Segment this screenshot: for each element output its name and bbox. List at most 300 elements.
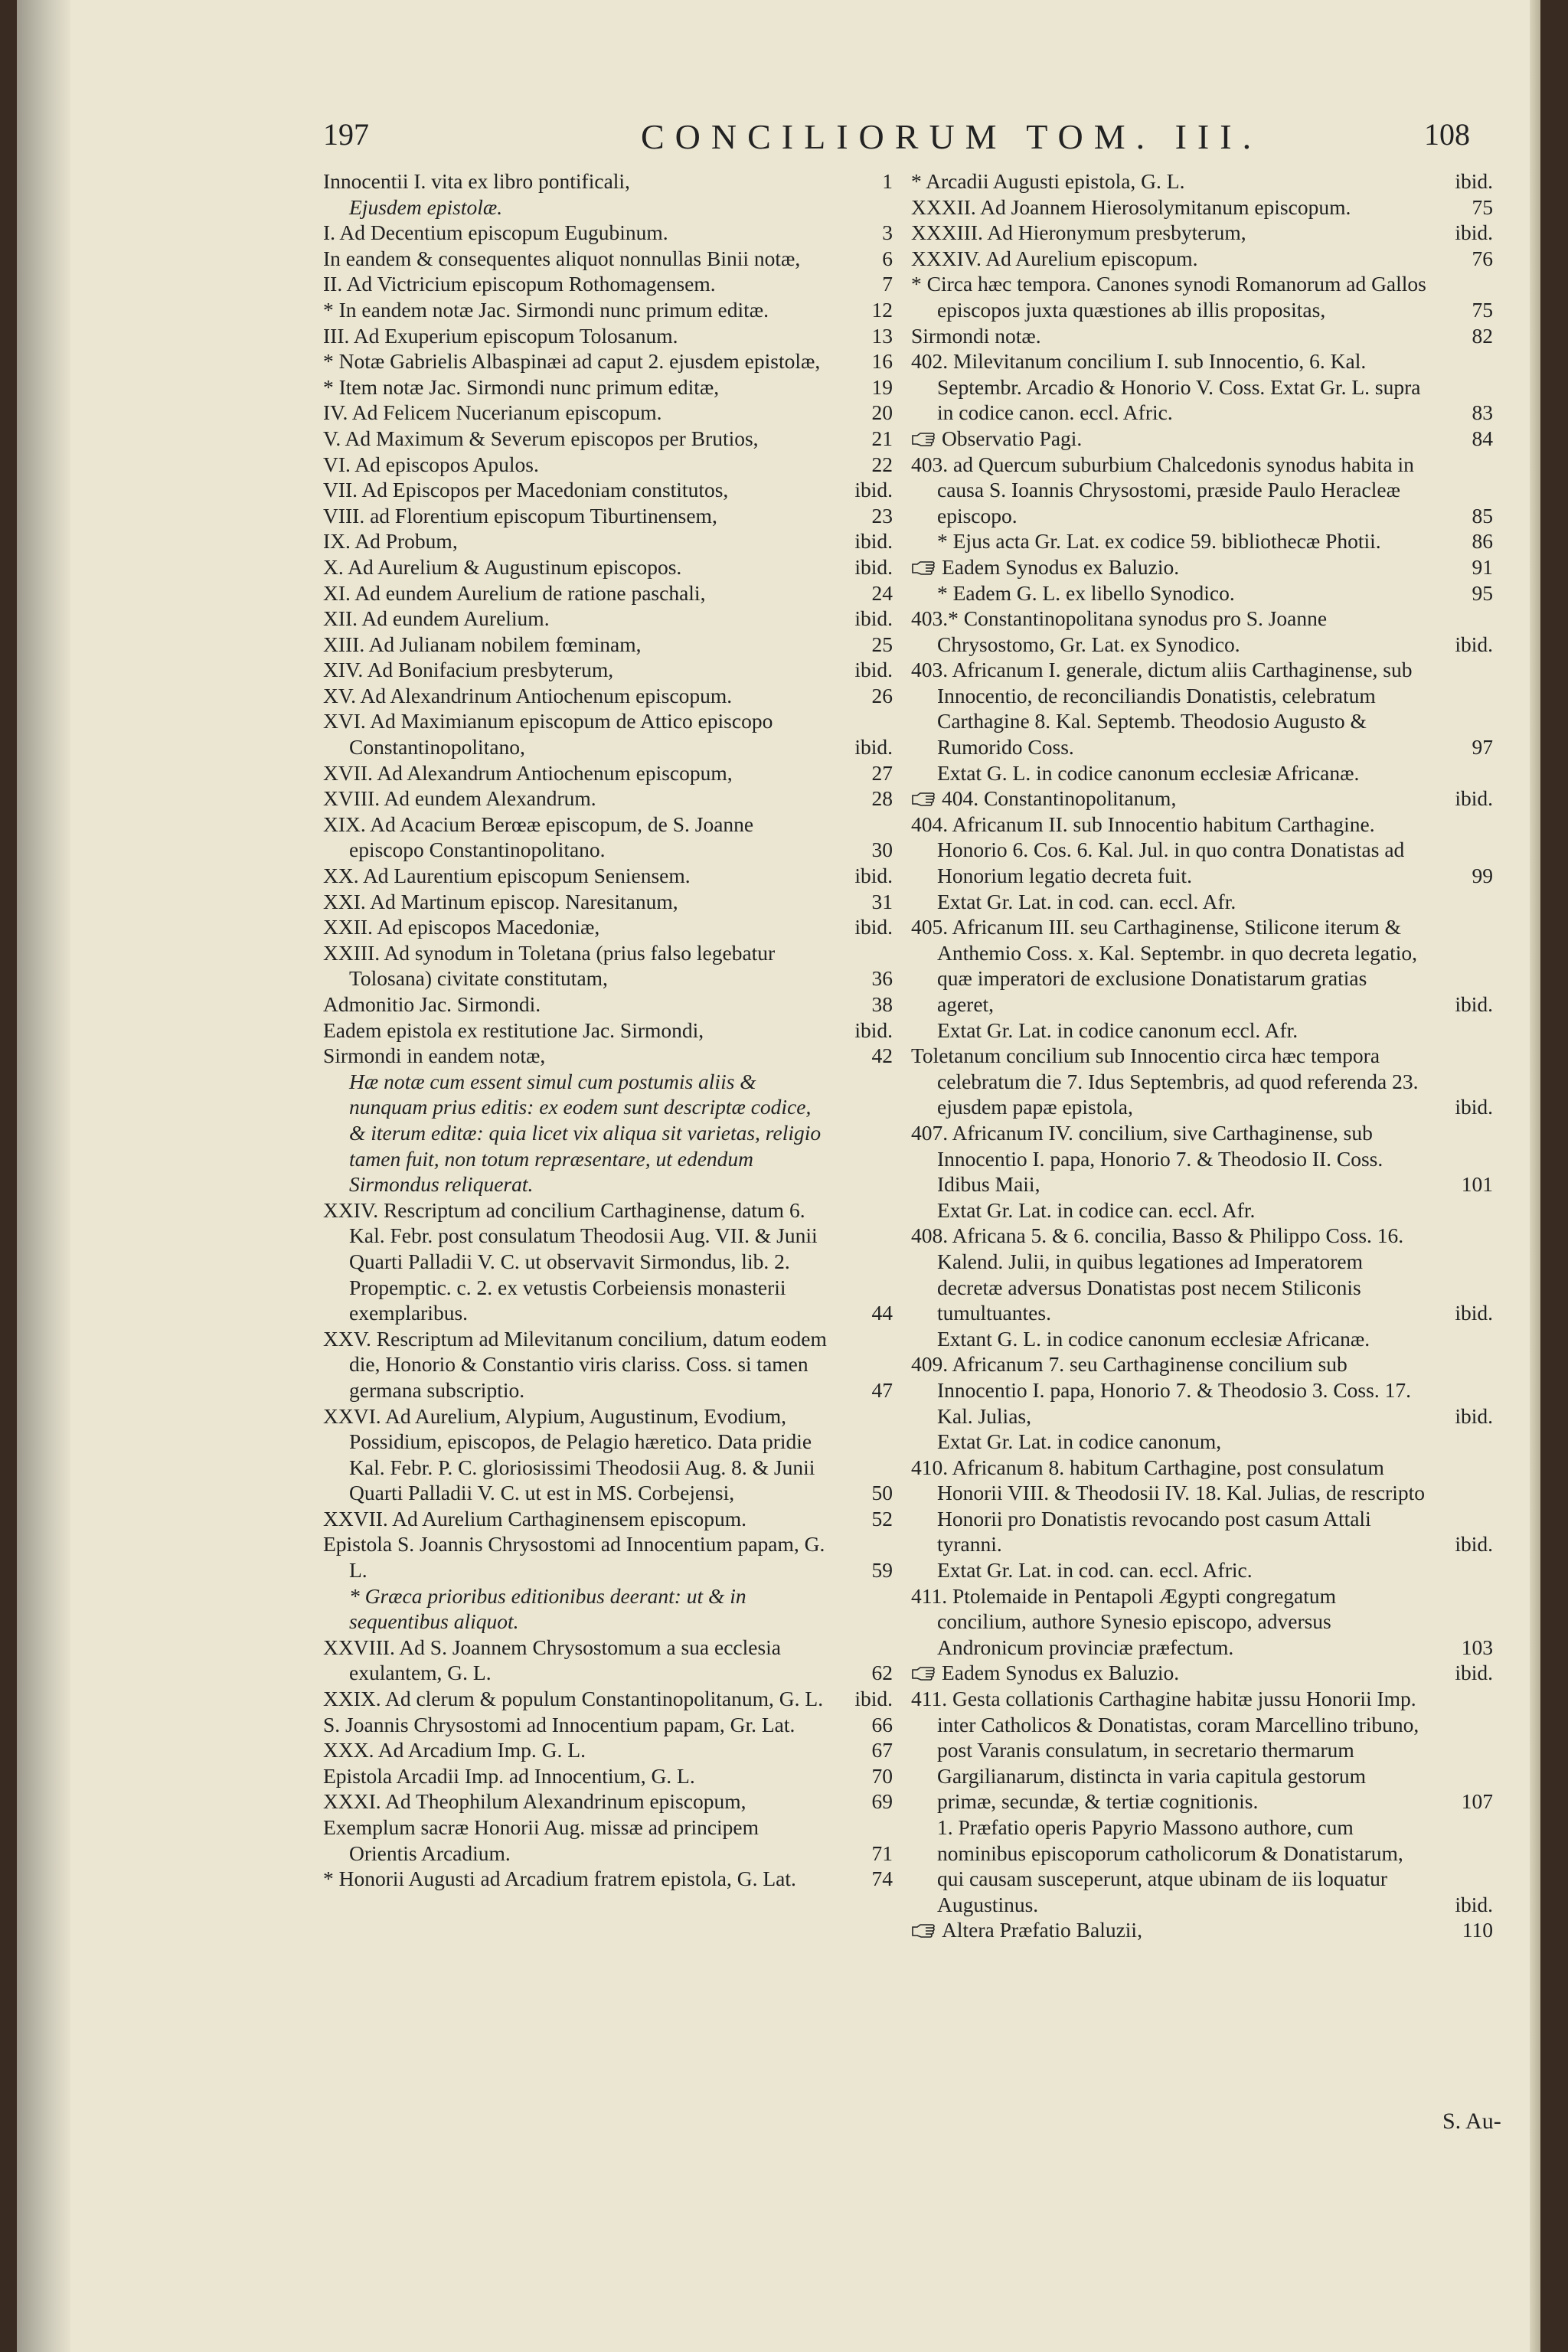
toc-entry-text: 403.* Constantinopolitana synodus pro S. Joanne Chrysostomo, Gr. Lat. ex Synodico. [911, 606, 1328, 656]
toc-entry-text: 409. Africanum 7. seu Carthaginense concilium sub Innocentio I. papa, Honorio 7. & Theodosio 3. Coss. 17. Kal. Julias, [911, 1352, 1411, 1428]
toc-entry-text: XXVII. Ad Aurelium Carthaginensem episcopum. [323, 1506, 746, 1530]
toc-entry [323, 1712, 893, 1738]
toc-entry [911, 1351, 1493, 1429]
toc-entry [911, 554, 1493, 580]
toc-entry-title [323, 374, 893, 400]
toc-entry-title [911, 348, 1493, 426]
toc-entry [323, 1069, 893, 1197]
right-column [911, 168, 1493, 1943]
toc-entry-text: XXXIII. Ad Hieronymum presbyterum, [911, 220, 1246, 245]
toc-entry [323, 374, 893, 400]
toc-entry [911, 1917, 1493, 1943]
toc-entry-page: ibid. [1455, 220, 1493, 245]
toc-entry-title [911, 1197, 1493, 1223]
toc-entry [911, 426, 1493, 452]
toc-entry-title [323, 477, 893, 503]
toc-entry-page: 101 [1461, 1172, 1493, 1197]
toc-entry-page: ibid. [1455, 1661, 1493, 1685]
toc-entry [323, 708, 893, 760]
toc-entry [323, 1763, 893, 1789]
toc-entry-text: XXIX. Ad clerum & populum Constantinopolitanum, G. L. [323, 1687, 824, 1711]
toc-entry-text: 1. Præfatio operis Papyrio Massono authore, cum nominibus episcoporum catholicorum & Donatistarum, qui causam susceperunt, atque ubinam de iis loquatur Augustinus. [937, 1815, 1403, 1916]
toc-entry-text: * In eandem notæ Jac. Sirmondi nunc primum editæ. [323, 297, 769, 322]
toc-entry-page: 38 [871, 992, 893, 1016]
toc-entry-page: 31 [871, 889, 893, 913]
toc-entry-page: 19 [871, 374, 893, 399]
toc-entry-title [323, 271, 893, 297]
toc-entry [323, 220, 893, 246]
toc-entry [323, 1018, 893, 1044]
toc-entry-page: ibid. [1455, 169, 1493, 193]
toc-entry [323, 1788, 893, 1815]
toc-entry [911, 914, 1493, 1017]
toc-entry [911, 889, 1493, 915]
toc-entry [323, 297, 893, 323]
toc-entry-title [323, 1763, 893, 1789]
toc-entry-text: * Arcadii Augusti epistola, G. L. [911, 169, 1185, 193]
toc-entry [323, 914, 893, 940]
toc-entry-title [323, 1069, 893, 1197]
running-title: CONCILIORUM TOM. III. [641, 117, 1263, 156]
toc-entry-page: 52 [871, 1506, 893, 1530]
toc-entry-page: 6 [882, 246, 893, 270]
toc-entry-page: 28 [871, 786, 893, 811]
toc-entry-text: Extat Gr. Lat. in cod. can. eccl. Afric. [937, 1558, 1253, 1583]
toc-entry-page: ibid. [1455, 1095, 1493, 1119]
toc-entry-page: 62 [871, 1661, 893, 1685]
toc-entry-text: Extat Gr. Lat. in codice canonum eccl. Afr. [937, 1018, 1298, 1042]
toc-entry-text: 408. Africana 5. & 6. concilia, Basso & Philippo Coss. 16. Kalend. Julii, in quibus legationes ad Imperatorem decretæ adversus Donatistas post necem Stiliconis tumultuantes. [911, 1223, 1404, 1325]
toc-entry-title [911, 1018, 1493, 1044]
toc-entry-text: 404. Constantinopolitanum, [942, 786, 1177, 811]
toc-entry-title [323, 348, 893, 374]
toc-entry-text: XVI. Ad Maximianum episcopum de Attico episcopo Constantinopolitano, [323, 709, 773, 760]
toc-entry [911, 760, 1493, 786]
toc-entry-page: ibid. [854, 606, 893, 631]
toc-entry-title [911, 914, 1493, 1017]
toc-entry-page: 107 [1461, 1789, 1493, 1814]
toc-entry-text: XXIV. Rescriptum ad concilium Carthaginense, datum 6. Kal. Febr. post consulatum Theodosii Aug. VII. & Junii Quarti Palladii V. C. ut observavit Sirmondus, lib. 2. Propemptic. c. 2. ex vetustis Corbeiensis monasterii exemplaribus. [323, 1197, 818, 1325]
toc-entry [323, 786, 893, 812]
toc-entry-page: 95 [1472, 580, 1493, 605]
toc-entry-title [911, 1120, 1493, 1197]
toc-entry-text: Eadem Synodus ex Baluzio. [942, 1661, 1180, 1685]
toc-entry-page: 20 [871, 400, 893, 425]
toc-entry-title [911, 1660, 1493, 1686]
toc-entry-page: 22 [871, 452, 893, 476]
toc-entry-title [911, 1686, 1493, 1815]
toc-entry [323, 1506, 893, 1532]
toc-entry-page: 3 [882, 220, 893, 245]
toc-entry [911, 220, 1493, 246]
toc-entry-title [911, 1557, 1493, 1583]
toc-entry-text: Extant G. L. in codice canonum ecclesiæ Africanæ. [937, 1326, 1370, 1351]
toc-entry-page: ibid. [854, 735, 893, 760]
toc-entry-text: Eadem epistola ex restitutione Jac. Sirmondi, [323, 1018, 704, 1042]
pointing-hand-icon [911, 431, 937, 448]
toc-entry-title [911, 323, 1493, 349]
binding-gutter [17, 0, 70, 2352]
toc-entry [911, 812, 1493, 889]
right-page-number: 108 [1424, 117, 1470, 152]
toc-entry-title [323, 1815, 893, 1866]
toc-entry-title [323, 400, 893, 426]
toc-entry-page: ibid. [854, 1018, 893, 1042]
toc-entry-text: 407. Africanum IV. concilium, sive Carthaginense, sub Innocentio I. papa, Honorio 7. & Theodosio II. Coss. Idibus Maii, [911, 1120, 1383, 1197]
toc-entry-title [323, 632, 893, 658]
toc-entry [323, 323, 893, 349]
toc-entry-text: XII. Ad eundem Aurelium. [323, 606, 550, 631]
toc-entry-title [911, 246, 1493, 272]
toc-entry-page: 84 [1472, 426, 1493, 450]
toc-entry-text: 404. Africanum II. sub Innocentio habitum Carthagine. Honorio 6. Cos. 6. Kal. Jul. in quo contra Donatistas ad Honorium legatio decreta fuit. [911, 812, 1405, 888]
toc-entry-text: Epistola Arcadii Imp. ad Innocentium, G. L. [323, 1763, 695, 1788]
toc-entry-text: XXIII. Ad synodum in Toletana (prius falso legebatur Tolosana) civitate constitutam, [323, 940, 776, 991]
toc-entry [323, 889, 893, 915]
toc-entry-title [323, 991, 893, 1018]
toc-entry-title [323, 1506, 893, 1532]
toc-entry-text: XXI. Ad Martinum episcop. Naresitanum, [323, 889, 678, 913]
toc-entry-text: * Græca prioribus editionibus deerant: ut & in sequentibus aliquot. [349, 1583, 746, 1634]
toc-entry-title [323, 1788, 893, 1815]
book-page [17, 0, 1540, 2352]
catchword: S. Au- [1442, 2109, 1501, 2134]
toc-entry [323, 580, 893, 606]
toc-entry-text: * Eadem G. L. ex libello Synodico. [937, 580, 1235, 605]
toc-entry [323, 1043, 893, 1069]
toc-entry-page: 86 [1472, 529, 1493, 554]
toc-entry-text: II. Ad Victricium episcopum Rothomagensem. [323, 272, 716, 296]
toc-entry [323, 503, 893, 529]
toc-entry-text: Admonitio Jac. Sirmondi. [323, 992, 541, 1016]
toc-entry-page: 21 [871, 426, 893, 450]
toc-entry [323, 477, 893, 503]
toc-entry-text: XV. Ad Alexandrinum Antiochenum episcopum. [323, 683, 733, 707]
toc-entry-title [323, 246, 893, 272]
pointing-hand-icon [911, 1922, 937, 1939]
toc-entry-text: XIX. Ad Acacium Berœæ episcopum, de S. Joanne episcopo Constantinopolitano. [323, 812, 754, 862]
toc-entry-title [323, 580, 893, 606]
toc-entry-title [323, 914, 893, 940]
toc-entry [323, 246, 893, 272]
toc-entry-title [323, 812, 893, 863]
toc-entry-title [323, 1326, 893, 1403]
toc-entry-title [349, 194, 893, 220]
toc-entry [323, 812, 893, 863]
toc-entry-text: * Circa hæc tempora. Canones synodi Romanorum ad Gallos episcopos juxta quæstiones ab illis propositas, [911, 272, 1426, 322]
toc-entry [323, 452, 893, 478]
toc-entry-text: IV. Ad Felicem Nucerianum episcopum. [323, 400, 662, 425]
toc-entry [911, 1197, 1493, 1223]
toc-entry [323, 1737, 893, 1763]
toc-entry-title [911, 168, 1493, 194]
toc-entry-title [323, 1043, 893, 1069]
toc-entry-page: ibid. [854, 864, 893, 888]
toc-entry-title [323, 220, 893, 246]
toc-entry-text: S. Joannis Chrysostomi ad Innocentium papam, Gr. Lat. [323, 1712, 795, 1736]
toc-entry [323, 657, 893, 683]
toc-entry-text: * Honorii Augusti ad Arcadium fratrem epistola, G. Lat. [323, 1867, 796, 1891]
toc-entry-text: 410. Africanum 8. habitum Carthagine, post consulatum Honorii VIII. & Theodosii IV. 18. Kal. Julias, de rescripto Honorii pro Donatistis revocando post casum Attali tyranni. [911, 1455, 1425, 1557]
toc-entry [323, 528, 893, 554]
toc-entry-title [323, 323, 893, 349]
toc-entry-text: 411. Ptolemaide in Pentapoli Ægypti congregatum concilium, authore Synesio episcopo, adversus Andronicum provinciæ præfectum. [911, 1583, 1337, 1659]
toc-entry-text: XXXI. Ad Theophilum Alexandrinum episcopum, [323, 1789, 746, 1814]
toc-entry-page: 91 [1472, 554, 1493, 579]
toc-entry-title [911, 1223, 1493, 1325]
toc-entry-title [911, 426, 1493, 452]
toc-entry-text: 411. Gesta collationis Carthagine habitæ jussu Honorii Imp. inter Catholicos & Donatistas, coram Marcellino tribuno, post Varanis consulatum, in secretario thermarum Gargilianarum, distincta in varia capitula gestorum primæ, secundæ, & tertiæ cognitionis. [911, 1687, 1419, 1814]
toc-entry-page: 76 [1472, 246, 1493, 270]
toc-entry-title [323, 863, 893, 889]
toc-entry-text: * Notæ Gabrielis Albaspinæi ad caput 2. ejusdem epistolæ, [323, 349, 821, 374]
toc-entry-title [911, 452, 1493, 529]
toc-entry-title [323, 1712, 893, 1738]
toc-entry-page: 59 [871, 1558, 893, 1583]
toc-entry-title [323, 168, 893, 194]
toc-entry-title [911, 786, 1493, 812]
toc-entry-text: Sirmondi in eandem notæ, [323, 1044, 546, 1068]
toc-entry-text: Hæ notæ cum essent simul cum postumis aliis & nunquam prius editis: ex eodem sunt descriptæ codice, & iterum editæ: quia licet vix aliqua sit varietas, religio tamen fuit, non totum repræsentare, ut edendum Sirmondus reliquerat. [349, 1069, 822, 1197]
toc-entry-page: ibid. [1455, 1532, 1493, 1557]
toc-entry-page: 24 [871, 580, 893, 605]
toc-entry-title [911, 194, 1493, 220]
toc-entry-text: Extat G. L. in codice canonum ecclesiæ Africanæ. [937, 760, 1360, 785]
toc-entry-page: 7 [882, 272, 893, 296]
toc-entry-title [323, 606, 893, 632]
toc-entry-text: VIII. ad Florentium episcopum Tiburtinensem, [323, 503, 717, 528]
toc-entry-page: 30 [871, 838, 893, 862]
toc-entry-text: 403. ad Quercum suburbium Chalcedonis synodus habita in causa S. Ioannis Chrysostomi, præside Paulo Heracleæ episcopo. [911, 452, 1414, 528]
toc-entry-text: * Ejus acta Gr. Lat. ex codice 59. bibliothecæ Photii. [937, 529, 1381, 554]
toc-entry-text: I. Ad Decentium episcopum Eugubinum. [323, 220, 668, 245]
toc-entry-title [323, 786, 893, 812]
toc-entry-text: XXVIII. Ad S. Joannem Chrysostomum a sua ecclesia exulantem, G. L. [323, 1635, 782, 1685]
toc-entry-text: XXV. Rescriptum ad Milevitanum concilium, datum eodem die, Honorio & Constantio viris clariss. Coss. si tamen germana subscriptio. [323, 1326, 827, 1402]
toc-entry-page: 50 [871, 1481, 893, 1505]
toc-entry-title [323, 426, 893, 452]
toc-entry [323, 863, 893, 889]
toc-entry-text: IX. Ad Probum, [323, 529, 458, 554]
toc-entry-text: XIV. Ad Bonifacium presbyterum, [323, 658, 614, 682]
toc-entry-title [323, 889, 893, 915]
toc-entry [911, 657, 1493, 760]
toc-entry-title [323, 1635, 893, 1686]
toc-entry-text: XIII. Ad Julianam nobilem fœminam, [323, 632, 642, 656]
toc-entry-title [323, 1583, 893, 1635]
toc-entry [911, 1043, 1493, 1120]
toc-entry-title [323, 1197, 893, 1326]
toc-entry-title [911, 1351, 1493, 1429]
toc-entry-text: III. Ad Exuperium episcopum Tolosanum. [323, 323, 678, 348]
toc-entry-title [323, 708, 893, 760]
toc-entry [323, 683, 893, 709]
toc-entry [323, 1197, 893, 1326]
toc-entry [323, 1531, 893, 1583]
toc-entry [911, 168, 1493, 194]
toc-entry [323, 554, 893, 580]
toc-entry-page: 97 [1472, 735, 1493, 760]
toc-entry [911, 580, 1493, 606]
toc-entry-text: XXX. Ad Arcadium Imp. G. L. [323, 1738, 586, 1762]
toc-entry-text: VII. Ad Episcopos per Macedoniam constitutos, [323, 478, 729, 502]
pointing-hand-icon [911, 791, 937, 808]
toc-entry-text: XVIII. Ad eundem Alexandrum. [323, 786, 596, 811]
toc-entry [911, 528, 1493, 554]
toc-entry-title [911, 1917, 1493, 1943]
toc-entry-page: ibid. [1455, 1892, 1493, 1916]
toc-entry [323, 1326, 893, 1403]
pointing-hand-icon [911, 560, 937, 577]
toc-entry [323, 168, 893, 194]
toc-entry-text: XI. Ad eundem Aurelium de ratione paschali, [323, 580, 706, 605]
toc-entry-page: 75 [1472, 297, 1493, 322]
toc-entry [323, 271, 893, 297]
toc-entry [911, 606, 1493, 657]
toc-entry-page: 83 [1472, 400, 1493, 425]
toc-entry [911, 271, 1493, 322]
left-page-number: 197 [323, 117, 369, 152]
toc-entry-page: 110 [1462, 1918, 1493, 1942]
toc-entry [323, 426, 893, 452]
toc-entry-title [911, 1815, 1493, 1917]
toc-entry-page: 85 [1472, 503, 1493, 528]
toc-entry-page: 74 [871, 1867, 893, 1891]
toc-entry [911, 1557, 1493, 1583]
toc-entry-title [323, 1403, 893, 1506]
toc-entry [323, 348, 893, 374]
toc-entry-title [911, 1455, 1493, 1557]
toc-entry-title [323, 1018, 893, 1044]
toc-entry [323, 1403, 893, 1506]
toc-entry [323, 606, 893, 632]
toc-entry-page: ibid. [854, 915, 893, 939]
toc-entry-text: 403. Africanum I. generale, dictum aliis Carthaginense, sub Innocentio, de reconciliandis Donatistis, celebratum Carthagine 8. Kal. Septemb. Theodosio Augusto & Rumorido Coss. [911, 658, 1413, 760]
toc-entry-text: XX. Ad Laurentium episcopum Seniensem. [323, 864, 691, 888]
toc-entry-title [911, 760, 1493, 786]
toc-entry-page: 70 [871, 1763, 893, 1788]
toc-entry [323, 940, 893, 991]
toc-entry-page: 27 [871, 760, 893, 785]
toc-entry-page: 75 [1472, 194, 1493, 219]
toc-entry [323, 991, 893, 1018]
toc-entry-text: Ejusdem epistolæ. [349, 194, 503, 219]
toc-entry [323, 400, 893, 426]
toc-entry-page: 71 [871, 1841, 893, 1865]
toc-entry-title [323, 297, 893, 323]
toc-entry-title [911, 889, 1493, 915]
toc-entry-title [323, 1737, 893, 1763]
toc-entry-title [911, 1583, 1493, 1661]
toc-entry [911, 452, 1493, 529]
toc-entry-page: 26 [871, 683, 893, 707]
toc-entry-title [911, 657, 1493, 760]
toc-entry-title [323, 940, 893, 991]
toc-entry [323, 1686, 893, 1712]
toc-entry-title [911, 1429, 1493, 1455]
pointing-hand-icon [911, 1665, 937, 1682]
toc-entry-title [911, 271, 1493, 322]
toc-entry-text: X. Ad Aurelium & Augustinum episcopos. [323, 554, 682, 579]
toc-entry-text: XXXII. Ad Joannem Hierosolymitanum episcopum. [911, 194, 1351, 219]
toc-entry-text: 405. Africanum III. seu Carthaginense, Stilicone iterum & Anthemio Coss. x. Kal. Septembr. in quo decreta legatio, quæ imperatori de exclusione Donatistarum gratias ageret, [911, 915, 1418, 1016]
toc-entry [323, 1635, 893, 1686]
toc-entry [911, 323, 1493, 349]
running-head [17, 116, 1540, 162]
toc-entry-page: 103 [1461, 1635, 1493, 1659]
toc-entry [911, 1660, 1493, 1686]
toc-entry [323, 1583, 893, 1635]
toc-entry-page: 25 [871, 632, 893, 656]
toc-entry [911, 1583, 1493, 1661]
toc-entry-text: Epistola S. Joannis Chrysostomi ad Innocentium papam, G. L. [323, 1532, 825, 1583]
toc-entry-title [323, 452, 893, 478]
toc-entry [911, 1815, 1493, 1917]
toc-entry-page: ibid. [854, 658, 893, 682]
toc-entry-title [323, 503, 893, 529]
toc-entry-page: 82 [1472, 323, 1493, 348]
toc-entry-page: ibid. [1455, 632, 1493, 656]
toc-entry-text: Sirmondi notæ. [911, 323, 1041, 348]
toc-entry-text: XXXIV. Ad Aurelium episcopum. [911, 246, 1198, 270]
toc-entry-page: ibid. [1455, 786, 1493, 811]
toc-entry [911, 194, 1493, 220]
toc-entry-title [911, 606, 1493, 657]
toc-entry-text: XXVI. Ad Aurelium, Alypium, Augustinum, Evodium, Possidium, episcopos, de Pelagio hæretico. Data pridie Kal. Febr. P. C. gloriosissimi Theodosii Aug. 8. & Junii Quarti Palladii V. C. ut est in MS. Corbejensi, [323, 1403, 815, 1505]
toc-entry-page: ibid. [854, 554, 893, 579]
toc-entry-page: 13 [871, 323, 893, 348]
toc-entry [911, 1120, 1493, 1197]
toc-entry-page: 67 [871, 1738, 893, 1762]
toc-entry-page: ibid. [1455, 992, 1493, 1016]
left-column [323, 168, 893, 1892]
toc-entry [323, 760, 893, 786]
toc-entry-title [911, 1043, 1493, 1120]
toc-entry-page: ibid. [1455, 1403, 1493, 1428]
toc-entry-page: 1 [882, 169, 893, 193]
toc-entry-title [911, 1326, 1493, 1352]
toc-entry-title [323, 1866, 893, 1892]
toc-entry-page: 47 [871, 1377, 893, 1402]
toc-entry-text: Extat Gr. Lat. in codice can. eccl. Afr. [937, 1197, 1256, 1222]
toc-entry-page: 36 [871, 966, 893, 991]
toc-entry-page: 16 [871, 349, 893, 374]
toc-entry-text: In eandem & consequentes aliquot nonnullas Binii notæ, [323, 246, 801, 270]
toc-entry [911, 348, 1493, 426]
toc-entry [911, 246, 1493, 272]
toc-entry-title [911, 812, 1493, 889]
toc-entry-page: 12 [871, 297, 893, 322]
toc-entry [911, 786, 1493, 812]
toc-entry-text: Extat Gr. Lat. in codice canonum, [937, 1429, 1222, 1454]
toc-entry-title [323, 760, 893, 786]
toc-entry-page: ibid. [854, 529, 893, 554]
toc-entry [911, 1429, 1493, 1455]
toc-entry-text: Eadem Synodus ex Baluzio. [942, 554, 1180, 579]
toc-entry-page: ibid. [1455, 1301, 1493, 1325]
toc-entry [323, 1815, 893, 1866]
toc-entry-page: ibid. [854, 1687, 893, 1711]
toc-entry-text: Observatio Pagi. [942, 426, 1083, 450]
toc-entry-page: 99 [1472, 864, 1493, 888]
toc-entry-page: ibid. [854, 478, 893, 502]
toc-entry-page: 66 [871, 1712, 893, 1736]
toc-entry-text: 402. Milevitanum concilium I. sub Innocentio, 6. Kal. Septembr. Arcadio & Honorio V. Coss. Extat Gr. L. supra in codice canon. eccl. Afric. [911, 349, 1421, 425]
toc-entry-text: Altera Præfatio Baluzii, [942, 1918, 1142, 1942]
toc-entry-page: 44 [871, 1301, 893, 1325]
toc-entry [911, 1455, 1493, 1557]
toc-entry-text: Extat Gr. Lat. in cod. can. eccl. Afr. [937, 889, 1236, 913]
